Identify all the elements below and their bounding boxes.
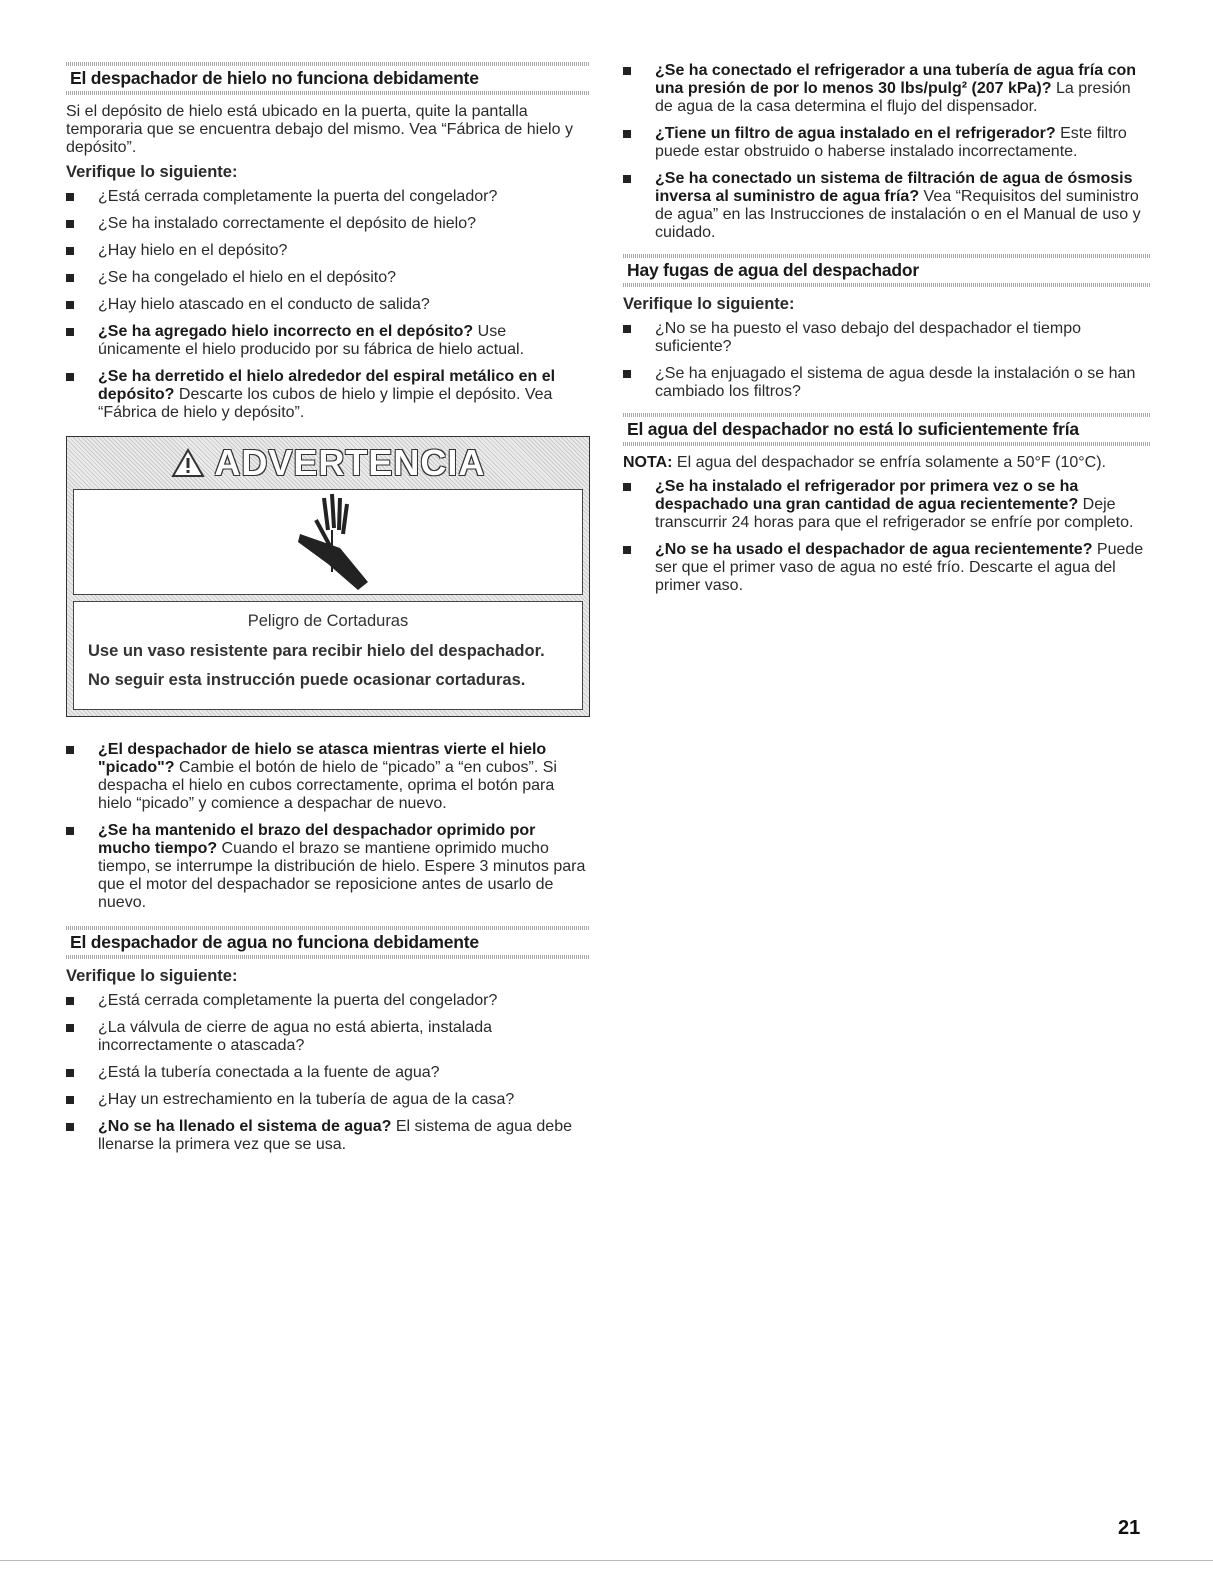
item-text: Cuando el brazo se mantiene oprimido mucho tiempo, se interrumpe la distribución de hielo. Espere 3 minutos para que el motor del despachador se reposicione antes de usarlo de nuevo. — [98, 840, 586, 911]
warning-box — [66, 436, 590, 717]
item-question: ¿Se ha agregado hielo incorrecto en el depósito? — [98, 323, 474, 340]
page-number: 21 — [1118, 1517, 1141, 1539]
item-text: ¿Se ha instalado correctamente el depósito de hielo? — [98, 215, 477, 232]
warning-subtitle: Peligro de Cortaduras — [247, 612, 409, 630]
section-header-cold-water: El agua del despachador no está lo suficientemente fría — [623, 413, 1151, 446]
list-item — [66, 323, 590, 359]
item-text: El sistema de agua debe llenarse la primera vez que se usa. — [98, 1118, 572, 1153]
item-question: ¿Se ha instalado el refrigerador por primera vez o se ha despachado una gran cantidad de agua recientemente? — [655, 478, 1079, 513]
list-item — [623, 125, 1151, 161]
leak-check-heading: Verifique lo siguiente: — [623, 295, 795, 313]
item-text: Vea “Requisitos del suministro de agua” en las Instrucciones de instalación o en el Manual de uso y cuidado. — [655, 188, 1141, 241]
list-item — [623, 541, 1151, 595]
leak-checklist — [623, 320, 1151, 401]
water-checklist-continued — [623, 62, 1151, 242]
item-question: ¿Se ha derretido el hielo alrededor del espiral metálico en el depósito? — [98, 368, 556, 403]
water-checklist — [66, 992, 590, 1154]
list-item — [66, 242, 590, 260]
list-item — [66, 1118, 590, 1154]
bottom-rule — [0, 1560, 1213, 1561]
item-text: ¿Se ha congelado el hielo en el depósito? — [98, 269, 396, 286]
warning-triangle-icon — [171, 442, 215, 483]
list-item — [66, 992, 590, 1010]
item-text: ¿Hay hielo en el depósito? — [98, 242, 288, 259]
item-question: ¿Se ha conectado un sistema de filtración de agua de ósmosis inversa al suministro de agua fría? — [655, 170, 1133, 205]
item-text: Descarte los cubos de hielo y limpie el depósito. Vea “Fábrica de hielo y depósito”. — [98, 386, 553, 421]
item-question: ¿No se ha llenado el sistema de agua? — [98, 1118, 392, 1135]
cold-checklist — [623, 478, 1151, 595]
item-text: Deje transcurrir 24 horas para que el refrigerador se enfríe por completo. — [655, 496, 1134, 531]
ice-intro: Si el depósito de hielo está ubicado en la puerta, quite la pantalla temporaria que se encuentra debajo del mismo. Vea “Fábrica de hielo y depósito”. — [66, 103, 573, 156]
list-item — [66, 1019, 590, 1055]
left-column — [66, 62, 590, 1163]
list-item — [66, 215, 590, 233]
item-text: Este filtro puede estar obstruido o haberse instalado incorrectamente. — [655, 125, 1127, 160]
list-item — [66, 1064, 590, 1082]
item-text: ¿La válvula de cierre de agua no está abierta, instalada incorrectamente o atascada? — [98, 1019, 493, 1054]
cut-hand-icon — [280, 490, 390, 594]
item-text: Use únicamente el hielo producido por su fábrica de hielo actual. — [98, 323, 525, 358]
list-item — [66, 1091, 590, 1109]
list-item — [66, 296, 590, 314]
item-question: ¿El despachador de hielo se atasca mientras vierte el hielo "picado"? — [98, 741, 547, 776]
list-item — [66, 368, 590, 422]
section-header-ice-dispenser: El despachador de hielo no funciona debidamente — [66, 62, 590, 95]
item-text: ¿Hay hielo atascado en el conducto de salida? — [98, 296, 430, 313]
item-question: ¿Se ha mantenido el brazo del despachador oprimido por mucho tiempo? — [98, 822, 536, 857]
item-text: La presión de agua de la casa determina el flujo del dispensador. — [655, 80, 1131, 115]
list-item — [623, 170, 1151, 242]
right-column — [623, 62, 1151, 604]
ice-check-heading: Verifique lo siguiente: — [66, 163, 238, 181]
warning-icon-box — [73, 489, 583, 595]
section-header-leaks: Hay fugas de agua del despachador — [623, 254, 1151, 287]
list-item — [66, 822, 590, 912]
warning-header — [73, 443, 583, 483]
list-item — [623, 365, 1151, 401]
warning-line-2: No seguir esta instrucción puede ocasionar cortaduras. — [88, 671, 526, 689]
cold-note — [623, 454, 1151, 472]
note-label: NOTA: — [623, 454, 673, 471]
ice-checklist-continued — [66, 741, 590, 912]
list-item — [623, 62, 1151, 116]
item-text: Puede ser que el primer vaso de agua no esté frío. Descarte el agua del primer vaso. — [655, 541, 1144, 594]
item-text: ¿Hay un estrechamiento en la tubería de agua de la casa? — [98, 1091, 515, 1108]
list-item — [623, 320, 1151, 356]
warning-line-1: Use un vaso resistente para recibir hielo del despachador. — [88, 642, 545, 660]
item-question: ¿Se ha conectado el refrigerador a una tubería de agua fría con una presión de por lo menos 30 lbs/pulg² (207 kPa)? — [655, 62, 1137, 97]
item-question: ¿Tiene un filtro de agua instalado en el refrigerador? — [655, 125, 1056, 142]
item-text: ¿Se ha enjuagado el sistema de agua desde la instalación o se han cambiado los filtros? — [655, 365, 1136, 400]
note-text: El agua del despachador se enfría solamente a 50°F (10°C). — [672, 454, 1106, 471]
list-item — [66, 741, 590, 813]
item-text: ¿Está cerrada completamente la puerta del congelador? — [98, 188, 498, 205]
water-check-heading: Verifique lo siguiente: — [66, 967, 238, 985]
warning-text-box — [73, 601, 583, 710]
list-item — [66, 269, 590, 287]
list-item — [623, 478, 1151, 532]
item-text: ¿Está cerrada completamente la puerta del congelador? — [98, 992, 498, 1009]
warning-title: ADVERTENCIA — [214, 442, 486, 483]
item-question: ¿No se ha usado el despachador de agua recientemente? — [655, 541, 1093, 558]
list-item — [66, 188, 590, 206]
section-header-water-dispenser: El despachador de agua no funciona debidamente — [66, 926, 590, 959]
ice-checklist — [66, 188, 590, 422]
item-text: ¿Está la tubería conectada a la fuente de agua? — [98, 1064, 440, 1081]
item-text: ¿No se ha puesto el vaso debajo del despachador el tiempo suficiente? — [655, 320, 1082, 355]
item-text: Cambie el botón de hielo de “picado” a “en cubos”. Si despacha el hielo en cubos correctamente, oprima el botón para hielo “picado” y comience a despachar de nuevo. — [98, 759, 557, 812]
